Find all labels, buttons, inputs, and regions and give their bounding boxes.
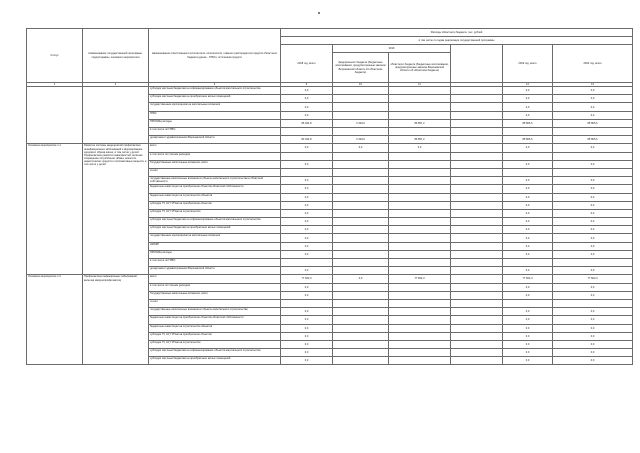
value-cell: 85 805,6 (553, 136, 633, 144)
spacer-cell (451, 234, 503, 242)
header-year-2018: 2018 год, всего (281, 45, 333, 83)
value-cell (389, 316, 451, 324)
page-mark (318, 12, 320, 14)
value-cell: 0,0 (553, 160, 633, 168)
value-cell (333, 316, 389, 324)
spacer-cell (451, 283, 503, 291)
value-cell (389, 340, 451, 348)
spacer-cell (451, 267, 503, 275)
value-cell: 0,0 (281, 308, 333, 316)
value-cell: 77 822,3 (553, 275, 633, 283)
spacer-cell (451, 275, 503, 283)
value-cell (503, 152, 553, 160)
expense-table-wrapper (26, 28, 632, 448)
status-cell: Основное мероприятие 1.1 (27, 144, 83, 275)
value-cell (281, 299, 333, 307)
value-cell: 0,0 (333, 275, 389, 283)
value-cell (389, 242, 451, 250)
value-cell (333, 152, 389, 160)
col-number: 1 (27, 83, 83, 87)
source-cell: субсидии местным бюджетам на софинансирование объектов капитального строительства (149, 349, 281, 357)
value-cell (281, 168, 333, 176)
value-cell: 0,0 (281, 160, 333, 168)
status-cell: Основное мероприятие 1.2 (27, 275, 83, 365)
value-cell: 0,0 (503, 201, 553, 209)
source-cell: субсидии ГУ, АУ, ГУПам на строительство (149, 209, 281, 217)
value-cell (333, 193, 389, 201)
program-cell: Развитие системы медицинской профилактики неинфекционных заболеваний и формирование здорового образа жизни, в том числе у детей. Профилактика развития зависимостей, включая сокращение потребления табака, алкоголя, наркотических средств и психоактивных веществ, в том числе у детей (83, 144, 149, 275)
value-cell: 0,0 (553, 250, 633, 258)
value-cell: 0,0 (281, 218, 333, 226)
value-cell (389, 193, 451, 201)
value-cell: 3 329,6 (333, 136, 389, 144)
spacer-cell (451, 201, 503, 209)
value-cell: 0,0 (281, 193, 333, 201)
value-cell (389, 185, 451, 193)
value-cell (389, 332, 451, 340)
col-number: 12 (503, 83, 553, 87)
col-number: 11 (389, 83, 451, 87)
value-cell (389, 267, 451, 275)
spacer-cell (451, 128, 503, 136)
value-cell: 85 805,6 (553, 119, 633, 127)
value-cell (389, 168, 451, 176)
spacer-cell (451, 250, 503, 258)
source-cell: субсидии местным бюджетам на софинансирование объектов капитального строительства (149, 218, 281, 226)
value-cell: 0,0 (503, 308, 553, 316)
value-cell (553, 152, 633, 160)
value-cell: 77 602,3 (503, 275, 553, 283)
value-cell: 0,0 (503, 103, 553, 111)
spacer-cell (451, 152, 503, 160)
source-cell: бюджетные инвестиции на строительство объектов (149, 324, 281, 332)
value-cell (333, 128, 389, 136)
value-cell (333, 357, 389, 365)
source-cell: субсидии местным бюджетам на приобретение жилых помещений (149, 226, 281, 234)
value-cell (333, 349, 389, 357)
value-cell (389, 226, 451, 234)
value-cell (389, 283, 451, 291)
value-cell (333, 226, 389, 234)
source-cell: в том числе по ГРБС: (149, 128, 281, 136)
value-cell: 0,0 (281, 201, 333, 209)
source-cell: Государственные капитальные вложения, всего (149, 160, 281, 168)
value-cell: 0,0 (503, 234, 553, 242)
value-cell: 0,0 (281, 283, 333, 291)
spacer-cell (451, 259, 503, 267)
col-number: 9 (281, 83, 333, 87)
source-cell: из них: (149, 299, 281, 307)
value-cell: 0,0 (503, 218, 553, 226)
value-cell: 86 857,2 (389, 119, 451, 127)
table-header (27, 29, 633, 87)
value-cell (333, 185, 389, 193)
value-cell: 0,0 (281, 291, 333, 299)
value-cell: 0,0 (553, 283, 633, 291)
value-cell (553, 299, 633, 307)
source-cell: государственным корпорациям на капитальные вложения (149, 103, 281, 111)
table-row (27, 144, 633, 152)
source-cell: субсидии ГУ, АУ, ГУПам на строительство (149, 340, 281, 348)
value-cell (333, 283, 389, 291)
value-cell (333, 87, 389, 95)
value-cell: 0,0 (553, 267, 633, 275)
value-cell: 0,0 (553, 242, 633, 250)
value-cell: 0,0 (503, 340, 553, 348)
value-cell (553, 168, 633, 176)
value-cell: 0,0 (281, 185, 333, 193)
value-cell (333, 324, 389, 332)
source-cell: субсидии ГУ, АУ, ГУПам на приобретение объектов (149, 332, 281, 340)
value-cell: 77 602,3 (281, 275, 333, 283)
value-cell: 0,0 (553, 209, 633, 217)
value-cell (389, 201, 451, 209)
value-cell: 0,0 (553, 234, 633, 242)
value-cell: 0,0 (503, 193, 553, 201)
spacer-cell (451, 177, 503, 185)
value-cell (389, 209, 451, 217)
value-cell: 0,0 (553, 316, 633, 324)
value-cell: 0,0 (503, 226, 553, 234)
value-cell: 0,0 (553, 324, 633, 332)
source-cell: в том числе по ГРБС: (149, 259, 281, 267)
header-expenses: Расходы областного бюджета, тыс. рублей (281, 29, 633, 37)
value-cell (389, 234, 451, 242)
value-cell (553, 128, 633, 136)
source-cell: ГРБС (149, 111, 281, 119)
value-cell: 0,0 (503, 332, 553, 340)
value-cell (389, 299, 451, 307)
value-cell: 0,0 (281, 234, 333, 242)
value-cell (333, 111, 389, 119)
value-cell: 0,0 (281, 332, 333, 340)
value-cell: 0,0 (281, 177, 333, 185)
value-cell (333, 201, 389, 209)
source-cell: департамент здравоохранения Воронежской области (149, 267, 281, 275)
value-cell: 0,0 (553, 308, 633, 316)
header-by-years: в том числе по годам реализации государственной программы (281, 37, 633, 45)
value-cell (389, 349, 451, 357)
value-cell (503, 259, 553, 267)
spacer-cell (451, 218, 503, 226)
value-cell (389, 177, 451, 185)
source-cell: государственные капитальные вложения в объекты капитального строительства в областной собственности (149, 177, 281, 185)
value-cell: 0,0 (503, 250, 553, 258)
value-cell: 0,0 (553, 95, 633, 103)
header-reg-funds: областного бюджета (бюджетные ассигнования, предусмотренные законом Воронежской области об областном бюджете) (389, 53, 451, 83)
spacer-cell (451, 324, 503, 332)
source-cell: государственные капитальные вложения в объекты капитального строительства (149, 308, 281, 316)
value-cell: 0,0 (281, 111, 333, 119)
value-cell: 0,0 (389, 144, 451, 152)
spacer-cell (451, 357, 503, 365)
value-cell: 0,0 (553, 144, 633, 152)
value-cell (389, 259, 451, 267)
header-status: Статус (27, 29, 83, 83)
value-cell: 0,0 (281, 87, 333, 95)
value-cell: 0,0 (281, 357, 333, 365)
spacer-cell (451, 95, 503, 103)
value-cell: 0,0 (503, 144, 553, 152)
value-cell (333, 332, 389, 340)
value-cell: 3 329,6 (333, 119, 389, 127)
header-year-2019: 2019 (333, 45, 451, 53)
value-cell: 0,0 (503, 209, 553, 217)
value-cell: 0,0 (503, 185, 553, 193)
value-cell: 0,0 (553, 291, 633, 299)
spacer-cell (451, 168, 503, 176)
value-cell (389, 250, 451, 258)
value-cell: 0,0 (503, 316, 553, 324)
spacer-cell (451, 209, 503, 217)
value-cell (389, 152, 451, 160)
source-cell: ПРОЧИЕ расходы (149, 250, 281, 258)
program-cell: Профилактика инфекционных заболеваний, включая иммунопрофилактику (83, 275, 149, 365)
status-cell (27, 87, 83, 144)
value-cell: 0,0 (281, 316, 333, 324)
value-cell: 0,0 (503, 177, 553, 185)
value-cell (333, 291, 389, 299)
value-cell (553, 259, 633, 267)
value-cell: 0,0 (281, 349, 333, 357)
value-cell: 0,0 (553, 218, 633, 226)
header-spacer (451, 45, 503, 83)
value-cell (333, 177, 389, 185)
source-cell: всего (149, 275, 281, 283)
col-number: 3 (149, 83, 281, 87)
value-cell: 86 044,8 (281, 119, 333, 127)
spacer-cell (451, 103, 503, 111)
value-cell: 0,0 (503, 357, 553, 365)
value-cell (389, 95, 451, 103)
source-cell: государственным корпорациям на капитальные вложения (149, 234, 281, 242)
source-cell: департамент здравоохранения Воронежской области (149, 136, 281, 144)
value-cell: 0,0 (553, 111, 633, 119)
value-cell: 0,0 (281, 209, 333, 217)
value-cell: 0,0 (281, 267, 333, 275)
source-cell: из них: (149, 168, 281, 176)
value-cell: 0,0 (281, 95, 333, 103)
spacer-cell (451, 136, 503, 144)
header-source: Наименование ответственного исполнителя, исполнителя, главного распорядителя средств областного бюджета (далее - ГРБС), источников средств (149, 29, 281, 83)
source-cell: субсидии ГУ, АУ, ГУПам на приобретение объектов (149, 201, 281, 209)
value-cell (389, 111, 451, 119)
value-cell (333, 218, 389, 226)
value-cell: 0,0 (553, 103, 633, 111)
program-cell (83, 87, 149, 144)
value-cell (333, 103, 389, 111)
spacer-cell (451, 111, 503, 119)
value-cell: 0,0 (503, 324, 553, 332)
value-cell: 0,0 (503, 242, 553, 250)
value-cell: 0,0 (503, 87, 553, 95)
value-cell (281, 259, 333, 267)
value-cell (389, 308, 451, 316)
spacer-cell (451, 349, 503, 357)
value-cell (281, 152, 333, 160)
value-cell (389, 128, 451, 136)
value-cell: 0,0 (553, 177, 633, 185)
value-cell: 0,0 (503, 283, 553, 291)
value-cell (281, 128, 333, 136)
value-cell: 0,0 (553, 332, 633, 340)
value-cell: 0,0 (281, 103, 333, 111)
col-number: 2 (83, 83, 149, 87)
spacer-cell (451, 193, 503, 201)
spacer-cell (451, 242, 503, 250)
source-cell: бюджетные инвестиции на приобретение объектов областной собственности (149, 316, 281, 324)
spacer-cell (451, 299, 503, 307)
col-number: 10 (333, 83, 389, 87)
value-cell: 86 857,2 (389, 136, 451, 144)
value-cell: 0,0 (553, 185, 633, 193)
value-cell (333, 160, 389, 168)
value-cell: 0,0 (553, 201, 633, 209)
value-cell: 0,0 (281, 250, 333, 258)
value-cell: 0,0 (503, 160, 553, 168)
spacer-cell (451, 185, 503, 193)
value-cell (333, 234, 389, 242)
value-cell (333, 267, 389, 275)
value-cell (333, 168, 389, 176)
value-cell (503, 299, 553, 307)
table-row (27, 87, 633, 95)
value-cell: 0,0 (553, 340, 633, 348)
value-cell (333, 209, 389, 217)
spacer-cell (451, 291, 503, 299)
value-cell (389, 218, 451, 226)
spacer-cell (451, 332, 503, 340)
value-cell: 0,0 (281, 324, 333, 332)
spacer-cell (451, 87, 503, 95)
source-cell: ПРОЧИЕ расходы (149, 119, 281, 127)
value-cell: 83 044,8 (281, 136, 333, 144)
source-cell: в том числе по статьям расходов (149, 152, 281, 160)
value-cell: 0,0 (503, 291, 553, 299)
source-cell: субсидии местным бюджетам на приобретение жилых помещений (149, 95, 281, 103)
value-cell (389, 324, 451, 332)
source-cell: субсидии местным бюджетам на софинансирование объектов капитального строительства (149, 87, 281, 95)
value-cell: 0,0 (503, 349, 553, 357)
value-cell (333, 95, 389, 103)
source-cell: НИОКР (149, 242, 281, 250)
spacer-cell (451, 160, 503, 168)
value-cell: 0,0 (281, 242, 333, 250)
value-cell (389, 357, 451, 365)
value-cell: 0,0 (553, 87, 633, 95)
spacer-cell (451, 340, 503, 348)
spacer-cell (451, 226, 503, 234)
source-cell: субсидии местным бюджетам на приобретение жилых помещений (149, 357, 281, 365)
value-cell: 85 805,6 (503, 119, 553, 127)
table-body (27, 87, 633, 365)
value-cell: 0,0 (553, 226, 633, 234)
spacer-cell (451, 308, 503, 316)
value-cell (389, 103, 451, 111)
spacer-cell (451, 144, 503, 152)
expense-table (26, 28, 633, 365)
value-cell: 0,0 (503, 95, 553, 103)
value-cell (333, 259, 389, 267)
value-cell: 77 822,3 (389, 275, 451, 283)
value-cell (333, 340, 389, 348)
value-cell (333, 299, 389, 307)
value-cell (389, 291, 451, 299)
value-cell: 0,0 (281, 340, 333, 348)
value-cell (389, 160, 451, 168)
value-cell: 0,0 (553, 349, 633, 357)
source-cell: всего (149, 144, 281, 152)
col-number: 13 (553, 83, 633, 87)
value-cell (333, 242, 389, 250)
value-cell: 0,0 (281, 144, 333, 152)
value-cell: 85 805,6 (503, 136, 553, 144)
table-row (27, 275, 633, 283)
header-year-2020: 2019 год, всего (503, 45, 553, 83)
header-program: Наименование государственной программы, подпрограммы, основного мероприятия (83, 29, 149, 83)
spacer-cell (451, 316, 503, 324)
value-cell: 0,0 (553, 193, 633, 201)
value-cell (333, 308, 389, 316)
source-cell: бюджетные инвестиции на приобретение объектов областной собственности (149, 185, 281, 193)
value-cell: 0,0 (503, 111, 553, 119)
value-cell: 0,0 (503, 267, 553, 275)
source-cell: в том числе по статьям расходов (149, 283, 281, 291)
value-cell (503, 168, 553, 176)
source-cell: бюджетные инвестиции на строительство объектов (149, 193, 281, 201)
header-fed-funds: федерального бюджета (бюджетные ассигнования, предусмотренные законом Воронежской области об областном бюджете) (333, 53, 389, 83)
value-cell: 0,0 (553, 357, 633, 365)
header-year-2021: 2020 год, всего (553, 45, 633, 83)
spacer-cell (451, 119, 503, 127)
value-cell: 0,0 (281, 226, 333, 234)
source-cell: Государственные капитальные вложения, всего (149, 291, 281, 299)
value-cell (389, 87, 451, 95)
value-cell (503, 128, 553, 136)
value-cell: 0,0 (333, 144, 389, 152)
value-cell (333, 250, 389, 258)
